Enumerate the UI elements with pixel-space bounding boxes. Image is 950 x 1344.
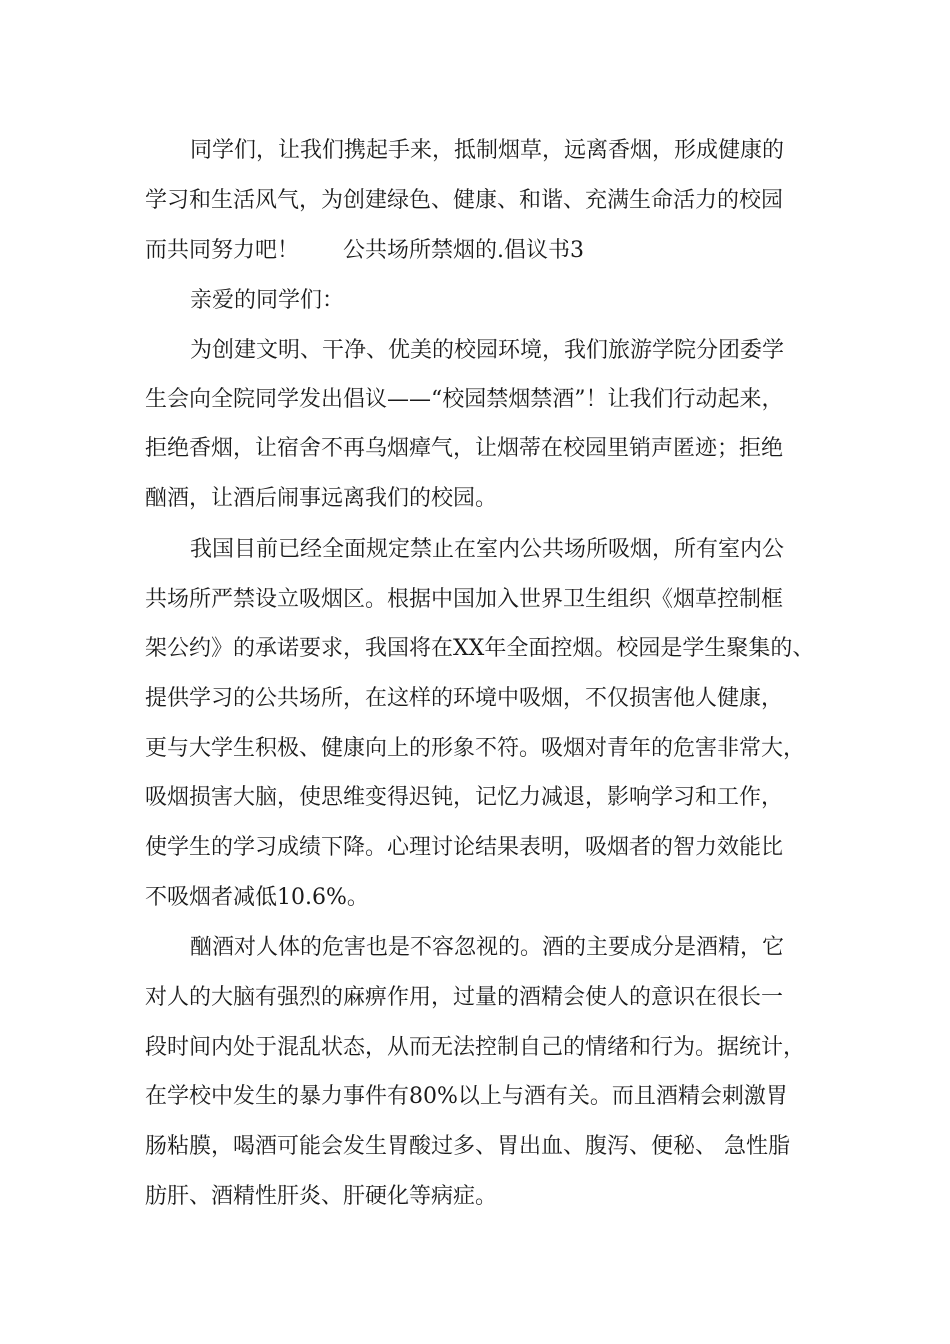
paragraph-2-line-2: 生会向全院同学发出倡议——“校园禁烟禁酒”！让我们行动起来， xyxy=(145,387,784,412)
paragraph-3-line-4: 提供学习的公共场所，在这样的环境中吸烟，不仅损害他人健康， xyxy=(145,686,784,711)
paragraph-3-line-3: 架公约》的承诺要求，我国将在XX年全面控烟。校园是学生聚集的、 xyxy=(145,636,815,661)
paragraph-4-line-1: 酗酒对人体的危害也是不容忽视的。酒的主要成分是酒精，它 xyxy=(190,935,785,960)
paragraph-2-line-3: 拒绝香烟，让宿舍不再乌烟瘴气，让烟蒂在校园里销声匿迹；拒绝 xyxy=(145,436,784,461)
paragraph-3-line-6: 吸烟损害大脑，使思维变得迟钝，记忆力减退，影响学习和工作， xyxy=(145,785,784,810)
paragraph-3-line-8: 不吸烟者减低10.6%。 xyxy=(145,885,369,910)
paragraph-1-line-1: 同学们，让我们携起手来，抵制烟草，远离香烟，形成健康的 xyxy=(190,138,785,163)
paragraph-3-line-5: 更与大学生积极、健康向上的形象不符。吸烟对青年的危害非常大， xyxy=(145,736,806,761)
paragraph-4-line-6: 肪肝、酒精性肝炎、肝硬化等病症。 xyxy=(145,1184,498,1209)
salutation: 亲爱的同学们： xyxy=(190,288,345,313)
paragraph-2-line-1: 为创建文明、干净、优美的校园环境，我们旅游学院分团委学 xyxy=(190,338,785,363)
paragraph-4-line-2: 对人的大脑有强烈的麻痹作用，过量的酒精会使人的意识在很长一 xyxy=(145,985,784,1010)
paragraph-4-line-3: 段时间内处于混乱状态，从而无法控制自己的情绪和行为。据统计， xyxy=(145,1035,806,1060)
paragraph-3-line-2: 共场所严禁设立吸烟区。根据中国加入世界卫生组织《烟草控制框 xyxy=(145,587,784,612)
paragraph-1-line-3 xyxy=(145,236,584,266)
paragraph-4-line-4: 在学校中发生的暴力事件有80%以上与酒有关。而且酒精会刺激胃 xyxy=(145,1084,788,1109)
paragraph-4-line-5: 肠粘膜，喝酒可能会发生胃酸过多、胃出血、腹泻、便秘、 急性脂 xyxy=(145,1134,790,1159)
paragraph-3-line-1: 我国目前已经全面规定禁止在室内公共场所吸烟，所有室内公 xyxy=(190,537,785,562)
paragraph-1-line-2: 学习和生活风气，为创建绿色、健康、和谐、充满生命活力的校园 xyxy=(145,188,784,213)
section-title: 公共场所禁烟的.倡议书3 xyxy=(343,238,585,263)
paragraph-3-line-7: 使学生的学习成绩下降。心理讨论结果表明，吸烟者的智力效能比 xyxy=(145,835,784,860)
paragraph-2-line-4: 酗酒，让酒后闹事远离我们的校园。 xyxy=(145,486,498,511)
paragraph-1-closing: 而共同努力吧！ xyxy=(145,238,300,263)
